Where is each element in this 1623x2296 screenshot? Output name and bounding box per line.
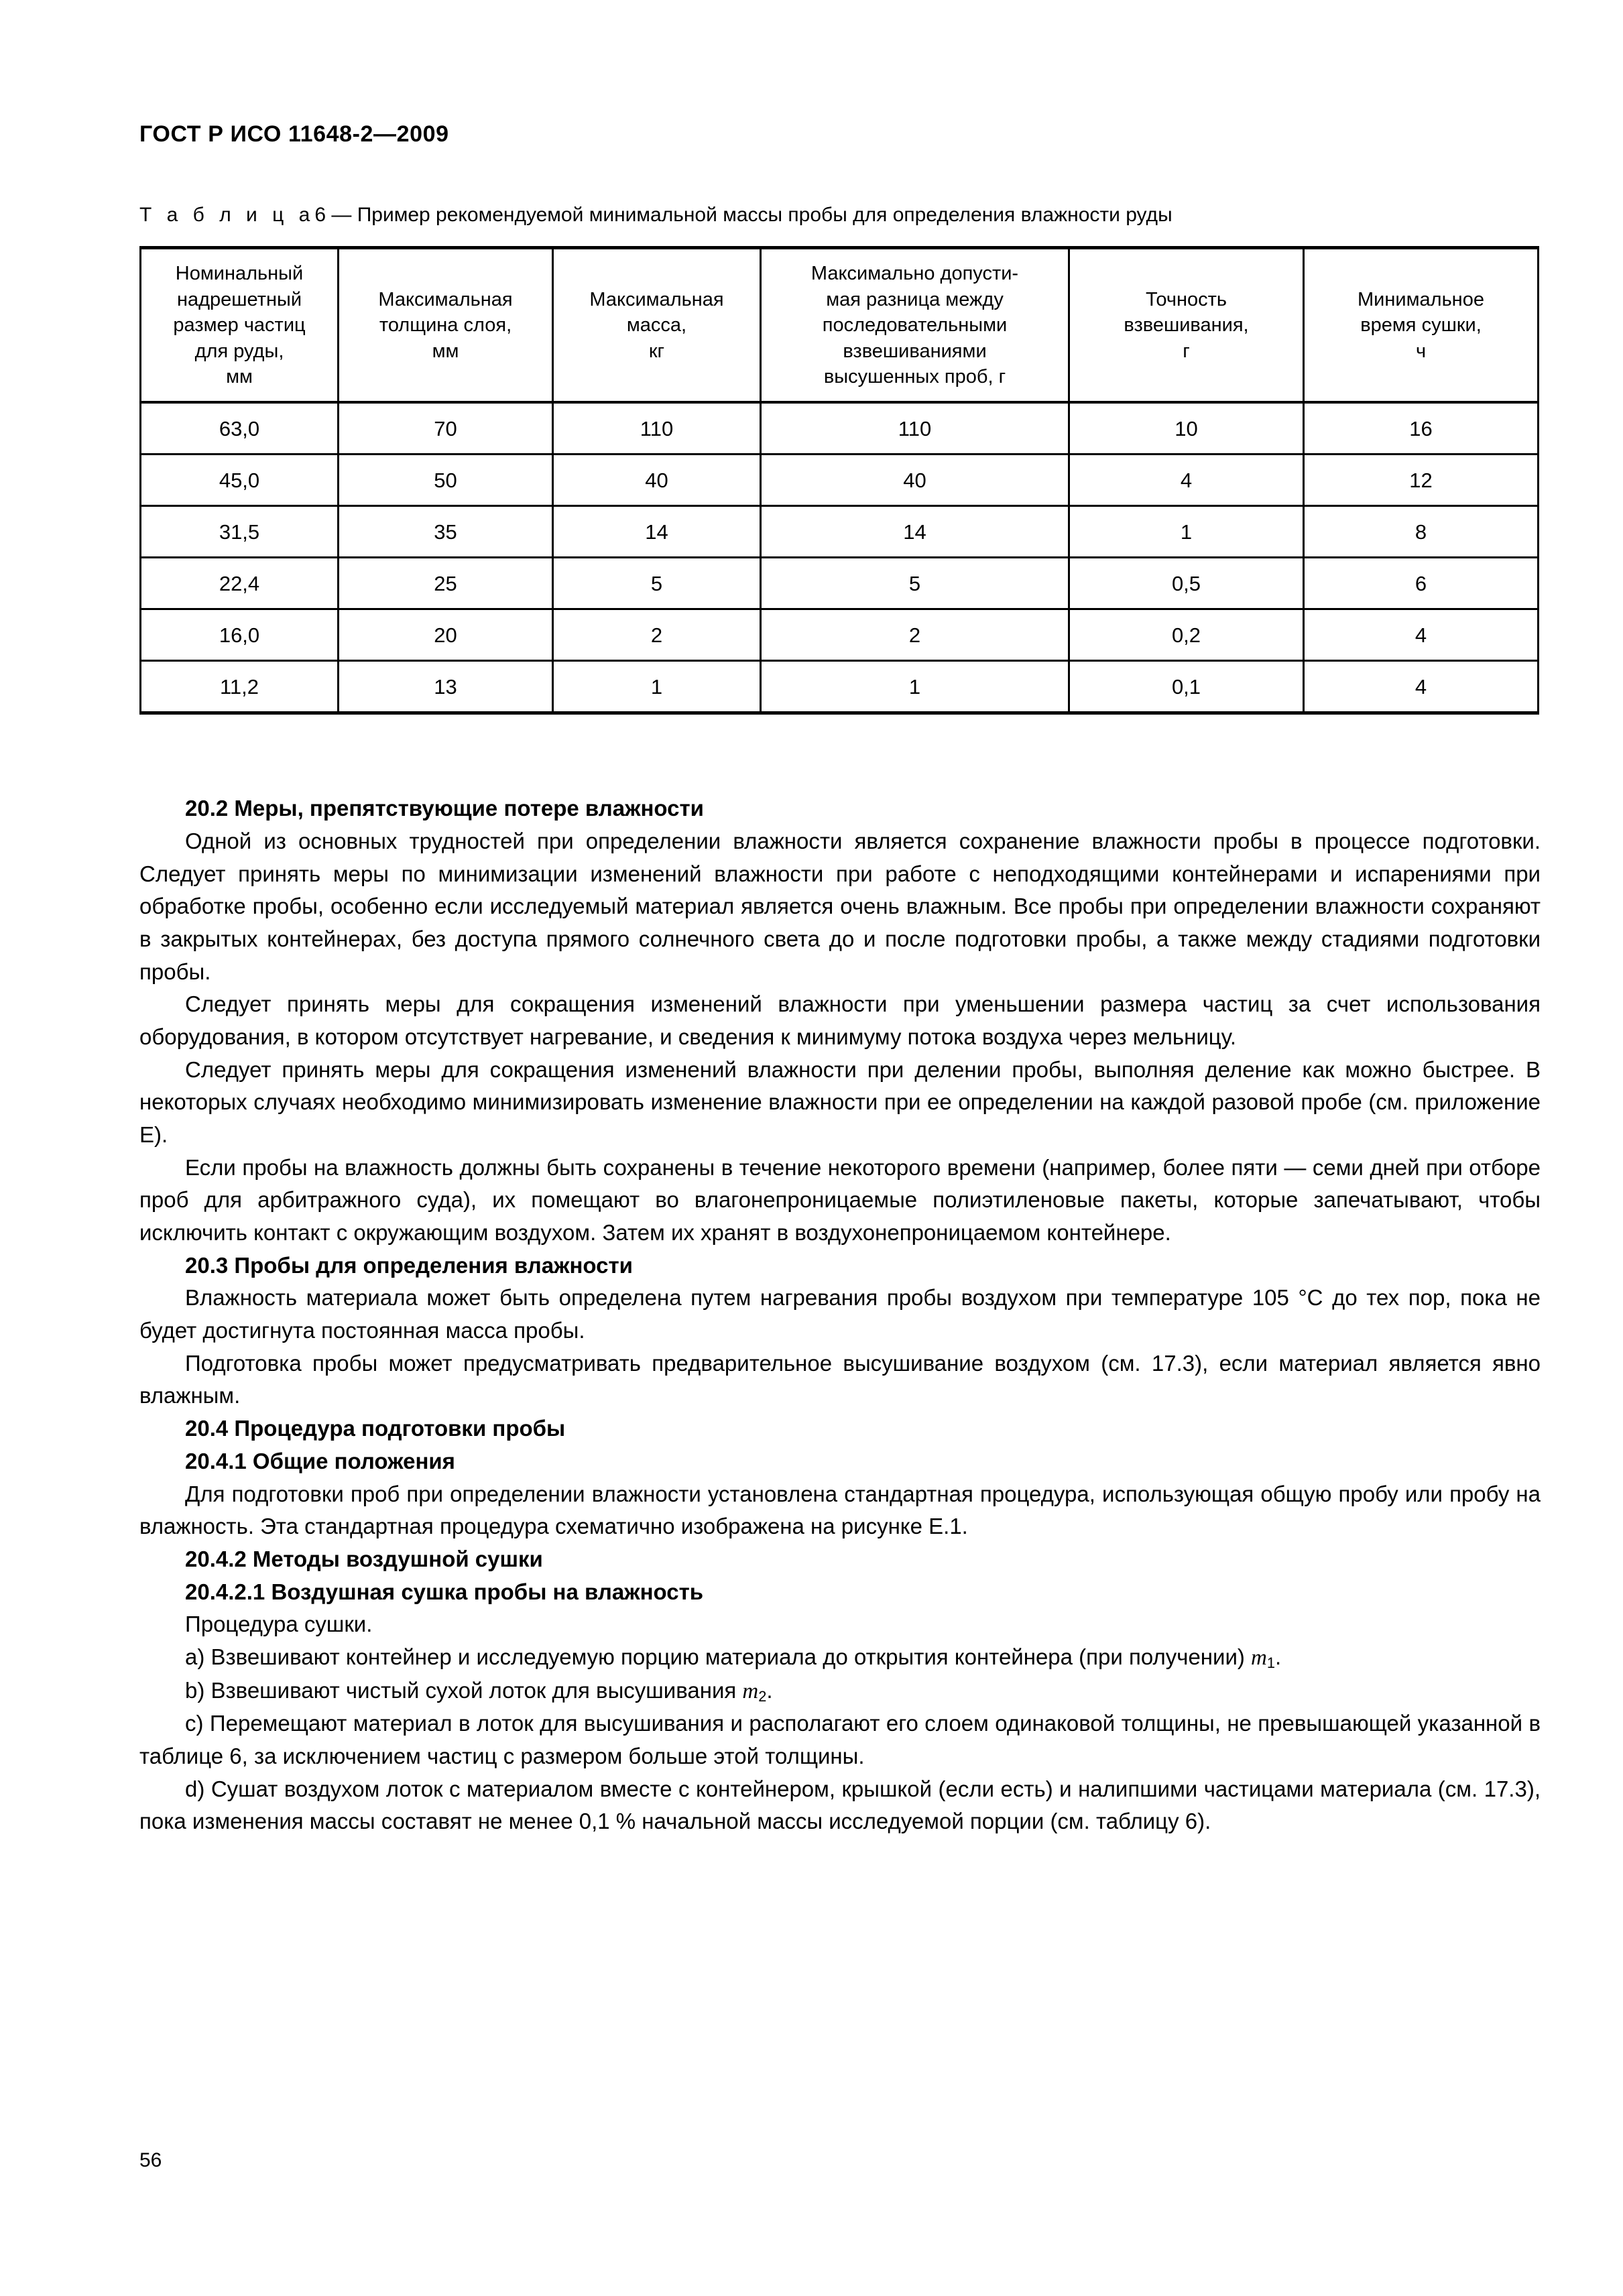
paragraph-20-2-1: Одной из основных трудностей при определении влажности является сохранение влажности пробы в процессе подготовки. Следует принять меры по минимизации изменений влажности при работе с неподходящими контейнерами и испарениями при обработке пробы, особенно если исследуемый материал является очень влажным. Все пробы при определении влажности сохраняют в закрытых контейнерах, без доступа прямого солнечного света до и после подготовки пробы, а также между стадиями подготовки пробы. [139,829,1541,984]
header-line: Точность [1145,288,1227,310]
paragraph-20-3-1: Влажность материала может быть определена путем нагревания пробы воздухом при температуре 105 °С до тех пор, пока не будет достигнута постоянная масса пробы. [139,1285,1541,1343]
heading-20-4-1: 20.4.1 Общие положения [185,1448,455,1473]
table-cell: 14 [761,506,1069,558]
table-cell: 4 [1069,455,1304,506]
table-row [141,455,1539,506]
table-cell: 22,4 [141,558,339,609]
table-row [141,558,1539,609]
table-caption-text: Пример рекомендуемой минимальной массы пробы для определения влажности руды [357,204,1173,227]
table-cell: 10 [1069,402,1304,455]
table-cell: 35 [339,506,553,558]
table-cell: 12 [1304,455,1539,506]
table-cell: 110 [761,402,1069,455]
header-line: ч [1415,340,1427,362]
list-item-d: d) Сушат воздухом лоток с материалом вместе с контейнером, крышкой (если есть) и налипшими частицами материала (см. 17.3), пока изменения массы составят не менее 0,1 % начальной массы исследуемой порции (см. таблицу 6). [139,1776,1541,1834]
sample-mass-table [139,246,1539,715]
table-cell: 2 [553,609,761,661]
table-cell: 16 [1304,402,1539,455]
header-line: мм [432,340,459,362]
variable-m1-symbol: m [1251,1645,1267,1670]
header-line: мая разница между [826,288,1004,310]
table-cell: 4 [1304,661,1539,713]
table-cell: 20 [339,609,553,661]
table-cell: 1 [761,661,1069,713]
column-header-max-mass [553,248,761,403]
table-cell: 16,0 [141,609,339,661]
table-cell: 0,2 [1069,609,1304,661]
header-line: г [1183,340,1190,362]
table-cell: 40 [761,455,1069,506]
header-line: время сушки, [1360,314,1482,337]
column-header-nominal-size [141,248,339,403]
heading-20-2: 20.2 Меры, препятствующие потере влажности [185,796,704,821]
header-line: масса, [626,314,687,337]
header-line: для руды, [194,340,284,362]
body-text [139,792,1541,1838]
table-cell: 1 [553,661,761,713]
paragraph-20-4-1-1: Для подготовки проб при определении влажности установлена стандартная процедура, использующая общую пробу или пробу на влажность. Эта стандартная процедура схематично изображена на рисунке Е.1. [139,1481,1541,1539]
table-caption-label: Т а б л и ц а [139,204,315,227]
table-cell: 13 [339,661,553,713]
table-cell: 6 [1304,558,1539,609]
table-row [141,609,1539,661]
variable-m2-subscript: 2 [758,1687,767,1705]
heading-20-3: 20.3 Пробы для определения влажности [185,1252,633,1278]
paragraph-20-2-2: Следует принять меры для сокращения изменений влажности при уменьшении размера частиц за счет использования оборудования, в котором отсутствует нагревание, и сведения к минимуму потока воздуха через мельницу. [139,991,1541,1050]
table-cell: 2 [761,609,1069,661]
table-row [141,402,1539,455]
table-cell: 5 [761,558,1069,609]
table-cell: 0,5 [1069,558,1304,609]
variable-m1 [1251,1646,1275,1670]
table-cell: 0,1 [1069,661,1304,713]
table-cell: 45,0 [141,455,339,506]
header-line: мм [226,366,253,388]
table-cell: 11,2 [141,661,339,713]
list-item-b-period: . [766,1677,773,1703]
table-cell: 70 [339,402,553,455]
heading-20-4-2-1: 20.4.2.1 Воздушная сушка пробы на влажность [185,1579,704,1604]
variable-m2-symbol: m [742,1679,759,1703]
list-item-c: c) Перемещают материал в лоток для высушивания и располагают его слоем одинаковой толщины, не превышающей указанной в таблице 6, за исключением частиц с размером больше этой толщины. [139,1711,1541,1768]
paragraph-20-2-4: Если пробы на влажность должны быть сохранены в течение некоторого времени (например, более пяти — семи дней при отборе проб для арбитражного суда), их помещают во влагонепроницаемые полиэтиленовые пакеты, которые запечатывают, чтобы исключить контакт с окружающим воздухом. Затем их хранят в воздухонепроницаемом контейнере. [139,1154,1541,1246]
table-cell: 14 [553,506,761,558]
running-head: ГОСТ Р ИСО 11648-2—2009 [139,121,449,147]
header-line: Максимальная [589,288,724,310]
header-line: размер частиц [173,314,306,337]
header-line: толщина слоя, [379,314,512,337]
table-caption-number: 6 [314,204,326,227]
variable-m1-subscript: 1 [1266,1654,1275,1671]
paragraph-20-2-3: Следует принять меры для сокращения изменений влажности при делении пробы, выполняя деление как можно быстрее. В некоторых случаях необходимо минимизировать изменение влажности при ее определении на каждой разовой пробе (см. приложение Е). [139,1056,1541,1148]
column-header-max-layer-thickness [339,248,553,403]
header-line: надрешетный [176,288,302,310]
table-cell: 4 [1304,609,1539,661]
header-line: Номинальный [175,262,304,284]
heading-20-4: 20.4 Процедура подготовки пробы [185,1416,566,1441]
header-line: высушенных проб, г [823,366,1006,388]
table-cell: 40 [553,455,761,506]
list-item-a-period: . [1275,1644,1282,1669]
header-line: Максимально допусти- [810,262,1019,284]
table-row [141,661,1539,713]
table-cell: 31,5 [141,506,339,558]
column-header-weighing-accuracy [1069,248,1304,403]
header-line: кг [648,340,665,362]
page-number: 56 [139,2149,162,2171]
variable-m2 [742,1679,766,1703]
column-header-max-allowed-difference [761,248,1069,403]
table-cell: 110 [553,402,761,455]
header-line: Минимальное [1358,288,1484,310]
header-line: взвешивания, [1124,314,1249,337]
paragraph-20-3-2: Подготовка пробы может предусматривать предварительное высушивание воздухом (см. 17.3), если материал является явно влажным. [139,1350,1541,1408]
table-cell: 63,0 [141,402,339,455]
table-caption-dash: — [331,204,352,227]
table-header-row [141,248,1539,403]
header-line: Максимальная [378,288,513,310]
list-item-a-text: a) Взвешивают контейнер и исследуемую порцию материала до открытия контейнера (при получении) [185,1644,1252,1669]
heading-20-4-2: 20.4.2 Методы воздушной сушки [185,1546,543,1571]
table-cell: 8 [1304,506,1539,558]
table-row [141,506,1539,558]
column-header-min-drying-time [1304,248,1539,403]
table-caption [139,203,1541,227]
paragraph-procedure-intro: Процедура сушки. [185,1612,373,1637]
header-line: взвешиваниями [843,340,987,362]
table-cell: 50 [339,455,553,506]
table-cell: 5 [553,558,761,609]
list-item-b-text: b) Взвешивают чистый сухой лоток для высушивания [185,1677,743,1703]
list-item-a [139,1641,1541,1675]
list-item-b [139,1675,1541,1708]
table-cell: 1 [1069,506,1304,558]
header-line: последовательными [822,314,1008,337]
page-content [139,0,1541,1838]
table-cell: 25 [339,558,553,609]
